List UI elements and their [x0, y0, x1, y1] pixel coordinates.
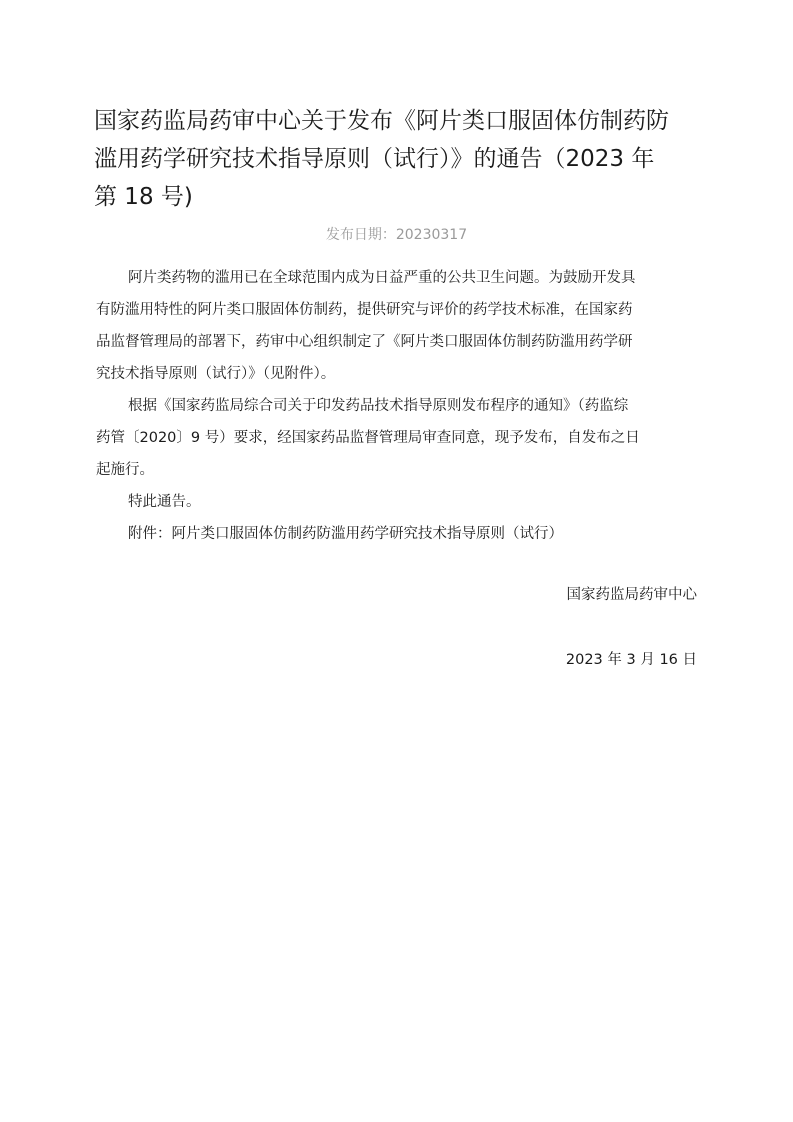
page-title [94, 102, 704, 216]
attachment-line: 附件：阿片类口服固体仿制药防滥用药学研究技术指导原则（试行） [128, 526, 563, 542]
signature: 国家药监局药审中心 [566, 587, 697, 603]
title-line: 第 18 号) [94, 184, 193, 210]
title-line: 国家药监局药审中心关于发布《阿片类口服固体仿制药防 [94, 108, 669, 134]
body-line: 品监督管理局的部署下，药审中心组织制定了《阿片类口服固体仿制药防滥用药学研 [96, 334, 633, 350]
body-line: 究技术指导原则（试行）》（见附件）。 [96, 366, 336, 382]
body-line: 有防滥用特性的阿片类口服固体仿制药，提供研究与评价的药学技术标准，在国家药 [96, 302, 633, 318]
body-line: 特此通告。 [128, 494, 201, 510]
publish-date: 发布日期：20230317 [325, 227, 468, 243]
title-line: 滥用药学研究技术指导原则（试行）》的通告（2023 年 [94, 146, 655, 172]
body-line: 起施行。 [96, 462, 154, 478]
notice-body [96, 262, 700, 550]
body-line: 阿片类药物的滥用已在全球范围内成为日益严重的公共卫生问题。为鼓励开发具 [128, 270, 636, 286]
sign-date: 2023 年 3 月 16 日 [565, 652, 697, 668]
body-line: 药管〔2020〕9 号）要求，经国家药品监督管理局审查同意，现予发布，自发布之日 [96, 430, 640, 446]
body-line: 根据《国家药监局综合司关于印发药品技术指导原则发布程序的通知》（药监综 [128, 398, 629, 414]
